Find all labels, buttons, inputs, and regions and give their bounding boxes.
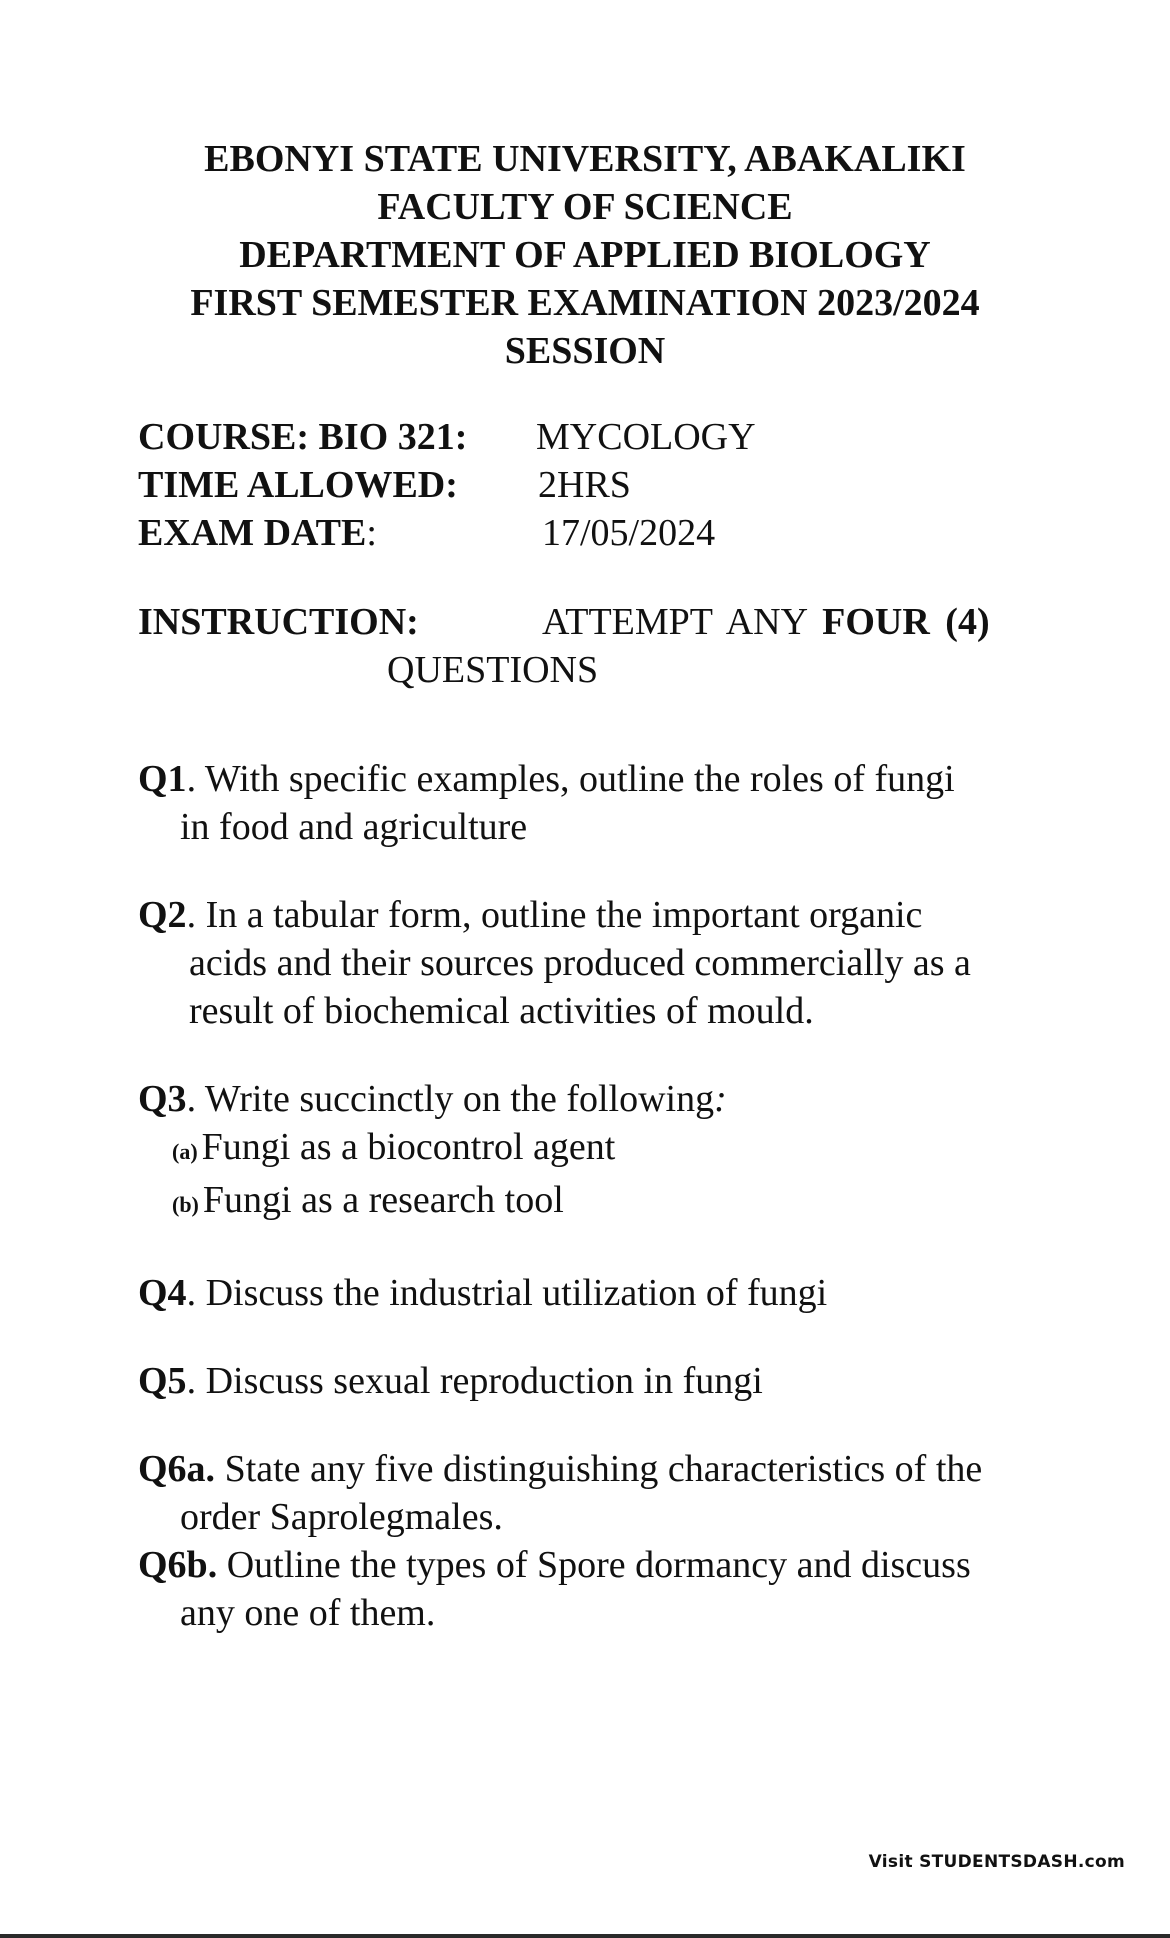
question-label: Q1 bbox=[138, 758, 187, 800]
exam-header bbox=[140, 135, 1030, 375]
course-value: MYCOLOGY bbox=[536, 416, 756, 458]
exam-meta bbox=[138, 413, 1038, 557]
exam-session: SESSION bbox=[504, 330, 666, 372]
instruction-text-pre: ATTEMPT ANY bbox=[542, 601, 823, 643]
question-text: . With specific examples, outline the roles of fungi bbox=[186, 758, 955, 800]
question-label: Q2 bbox=[138, 894, 187, 936]
question-text: . Write succinctly on the following bbox=[186, 1078, 715, 1120]
bottom-rule bbox=[0, 1934, 1170, 1938]
department-name: DEPARTMENT OF APPLIED BIOLOGY bbox=[239, 234, 931, 276]
instruction-text-bold: FOUR (4) bbox=[822, 601, 990, 643]
instruction-continuation: QUESTIONS bbox=[387, 649, 599, 691]
sub-question-text: Fungi as a biocontrol agent bbox=[201, 1126, 616, 1168]
question-label: Q5 bbox=[138, 1360, 187, 1402]
question-q4 bbox=[138, 1269, 1038, 1317]
question-label: Q6b. bbox=[138, 1544, 218, 1586]
sub-question-label: (a) bbox=[172, 1139, 198, 1164]
instruction-text bbox=[542, 598, 990, 646]
question-text: State any five distinguishing characteristics of the bbox=[215, 1448, 983, 1490]
question-text-continued: any one of them. bbox=[180, 1592, 436, 1634]
date-colon: : bbox=[366, 512, 377, 554]
question-label: Q4 bbox=[138, 1272, 187, 1314]
sub-question-a bbox=[138, 1123, 1038, 1176]
footer-watermark: Visit STUDENTSDASH.com bbox=[868, 1852, 1125, 1872]
question-q6b bbox=[138, 1541, 1038, 1637]
question-text: . Discuss sexual reproduction in fungi bbox=[186, 1360, 763, 1402]
date-row bbox=[138, 509, 1038, 557]
instruction-row bbox=[138, 598, 1038, 646]
exam-title: FIRST SEMESTER EXAMINATION 2023/2024 bbox=[190, 282, 980, 324]
faculty-name: FACULTY OF SCIENCE bbox=[377, 186, 793, 228]
question-q1 bbox=[138, 755, 1038, 851]
question-list bbox=[138, 755, 1038, 1637]
university-name: EBONYI STATE UNIVERSITY, ABAKALIKI bbox=[204, 138, 966, 180]
question-text-continued: result of biochemical activities of mould. bbox=[189, 990, 814, 1032]
question-label: Q3 bbox=[138, 1078, 187, 1120]
time-row bbox=[138, 461, 1038, 509]
sub-question-b bbox=[138, 1176, 1038, 1229]
question-text: . Discuss the industrial utilization of fungi bbox=[186, 1272, 828, 1314]
question-text-continued: order Saprolegmales. bbox=[180, 1496, 503, 1538]
course-row bbox=[138, 413, 1038, 461]
question-text: . In a tabular form, outline the important organic bbox=[186, 894, 923, 936]
question-text-end: : bbox=[714, 1078, 727, 1120]
question-text-continued: acids and their sources produced commercially as a bbox=[189, 942, 971, 984]
instruction-block bbox=[138, 598, 1038, 694]
question-q2 bbox=[138, 891, 1038, 1035]
time-label: TIME ALLOWED: bbox=[138, 464, 458, 506]
instruction-label: INSTRUCTION: bbox=[138, 601, 419, 643]
date-value: 17/05/2024 bbox=[542, 512, 716, 554]
question-q3 bbox=[138, 1075, 1038, 1229]
sub-question-text: Fungi as a research tool bbox=[202, 1179, 564, 1221]
time-value: 2HRS bbox=[538, 464, 631, 506]
sub-question-label: (b) bbox=[172, 1192, 199, 1217]
course-label: COURSE: BIO 321: bbox=[138, 416, 468, 458]
question-text: Outline the types of Spore dormancy and discuss bbox=[217, 1544, 971, 1586]
question-q6a bbox=[138, 1445, 1038, 1541]
question-label: Q6a. bbox=[138, 1448, 216, 1490]
instruction-continuation-row bbox=[138, 646, 1038, 694]
date-label: EXAM DATE bbox=[138, 512, 367, 554]
date-label-wrap bbox=[138, 509, 377, 557]
question-text-continued: in food and agriculture bbox=[180, 806, 528, 848]
question-q5 bbox=[138, 1357, 1038, 1405]
